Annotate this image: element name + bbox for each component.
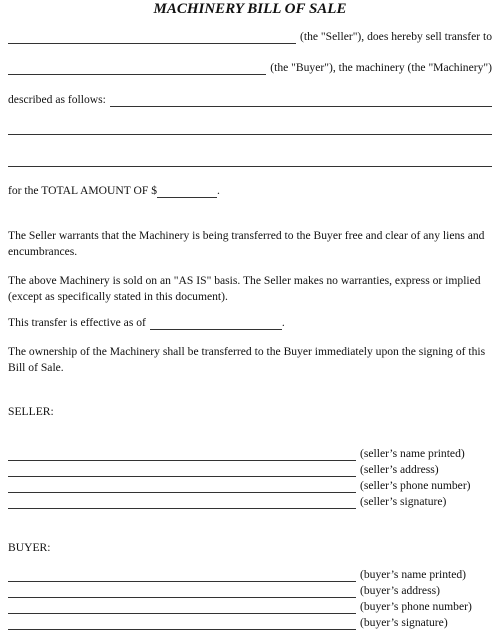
- effective-date-row: [8, 316, 285, 330]
- buyer-signature-blank[interactable]: [8, 618, 356, 630]
- seller-field-label: (seller’s address): [360, 463, 439, 476]
- ownership-paragraph: The ownership of the Machinery shall be transferred to the Buyer immediately upon the signing of this Bill of Sale.: [8, 345, 486, 374]
- seller-field-label: (seller’s name printed): [360, 447, 465, 460]
- buyer-field-row: [8, 584, 490, 598]
- as-is-paragraph: The above Machinery is sold on an "AS IS" basis. The Seller makes no warranties, express or implied (except as specifically stated in this document).: [8, 274, 481, 303]
- description-label: described as follows:: [8, 93, 106, 106]
- buyer-name-blank[interactable]: [8, 63, 266, 75]
- seller-phone-blank[interactable]: [8, 481, 356, 493]
- buyer-address-blank[interactable]: [8, 586, 356, 598]
- buyer-field-label: (buyer’s phone number): [360, 600, 472, 613]
- buyer-name-row: [8, 61, 492, 75]
- seller-field-label: (seller’s signature): [360, 495, 447, 508]
- buyer-field-row: [8, 568, 490, 582]
- document-title: MACHINERY BILL OF SALE: [153, 1, 347, 17]
- buyer-field-label: (buyer’s name printed): [360, 568, 467, 581]
- seller-field-row: [8, 495, 490, 509]
- warranty-paragraph: The Seller warrants that the Machinery is being transferred to the Buyer free and clear of any liens and encumbrances.: [8, 229, 485, 258]
- seller-field-row: [8, 463, 490, 477]
- effective-date-suffix: .: [281, 316, 285, 329]
- buyer-field-row: [8, 616, 490, 630]
- buyer-field-label: (buyer’s address): [360, 584, 440, 597]
- buyer-name-printed-blank[interactable]: [8, 570, 356, 582]
- seller-heading: SELLER:: [8, 405, 54, 418]
- buyer-line-text: (the "Buyer"), the machinery (the "Machinery"): [270, 61, 492, 74]
- total-amount-blank[interactable]: [157, 186, 217, 198]
- buyer-heading: BUYER:: [8, 541, 51, 554]
- seller-line-text: (the "Seller"), does hereby sell transfer to: [300, 30, 492, 43]
- seller-field-row: [8, 479, 490, 493]
- total-amount-suffix: .: [217, 184, 220, 197]
- description-blank-2[interactable]: [8, 134, 492, 135]
- description-blank-3[interactable]: [8, 166, 492, 167]
- total-amount-row: [8, 184, 220, 198]
- buyer-field-row: [8, 600, 490, 614]
- seller-field-label: (seller’s phone number): [360, 479, 471, 492]
- seller-field-row: [8, 447, 490, 461]
- seller-name-printed-blank[interactable]: [8, 449, 356, 461]
- effective-date-label: This transfer is effective as of: [8, 316, 146, 329]
- effective-date-blank[interactable]: [150, 318, 282, 330]
- buyer-field-label: (buyer’s signature): [360, 616, 448, 629]
- seller-name-blank[interactable]: [8, 32, 296, 44]
- total-amount-label: for the TOTAL AMOUNT OF $: [8, 184, 158, 197]
- buyer-phone-blank[interactable]: [8, 602, 356, 614]
- description-blank-1[interactable]: [110, 95, 492, 107]
- seller-name-row: [8, 30, 492, 44]
- seller-signature-blank[interactable]: [8, 497, 356, 509]
- seller-address-blank[interactable]: [8, 465, 356, 477]
- description-row: [8, 93, 492, 107]
